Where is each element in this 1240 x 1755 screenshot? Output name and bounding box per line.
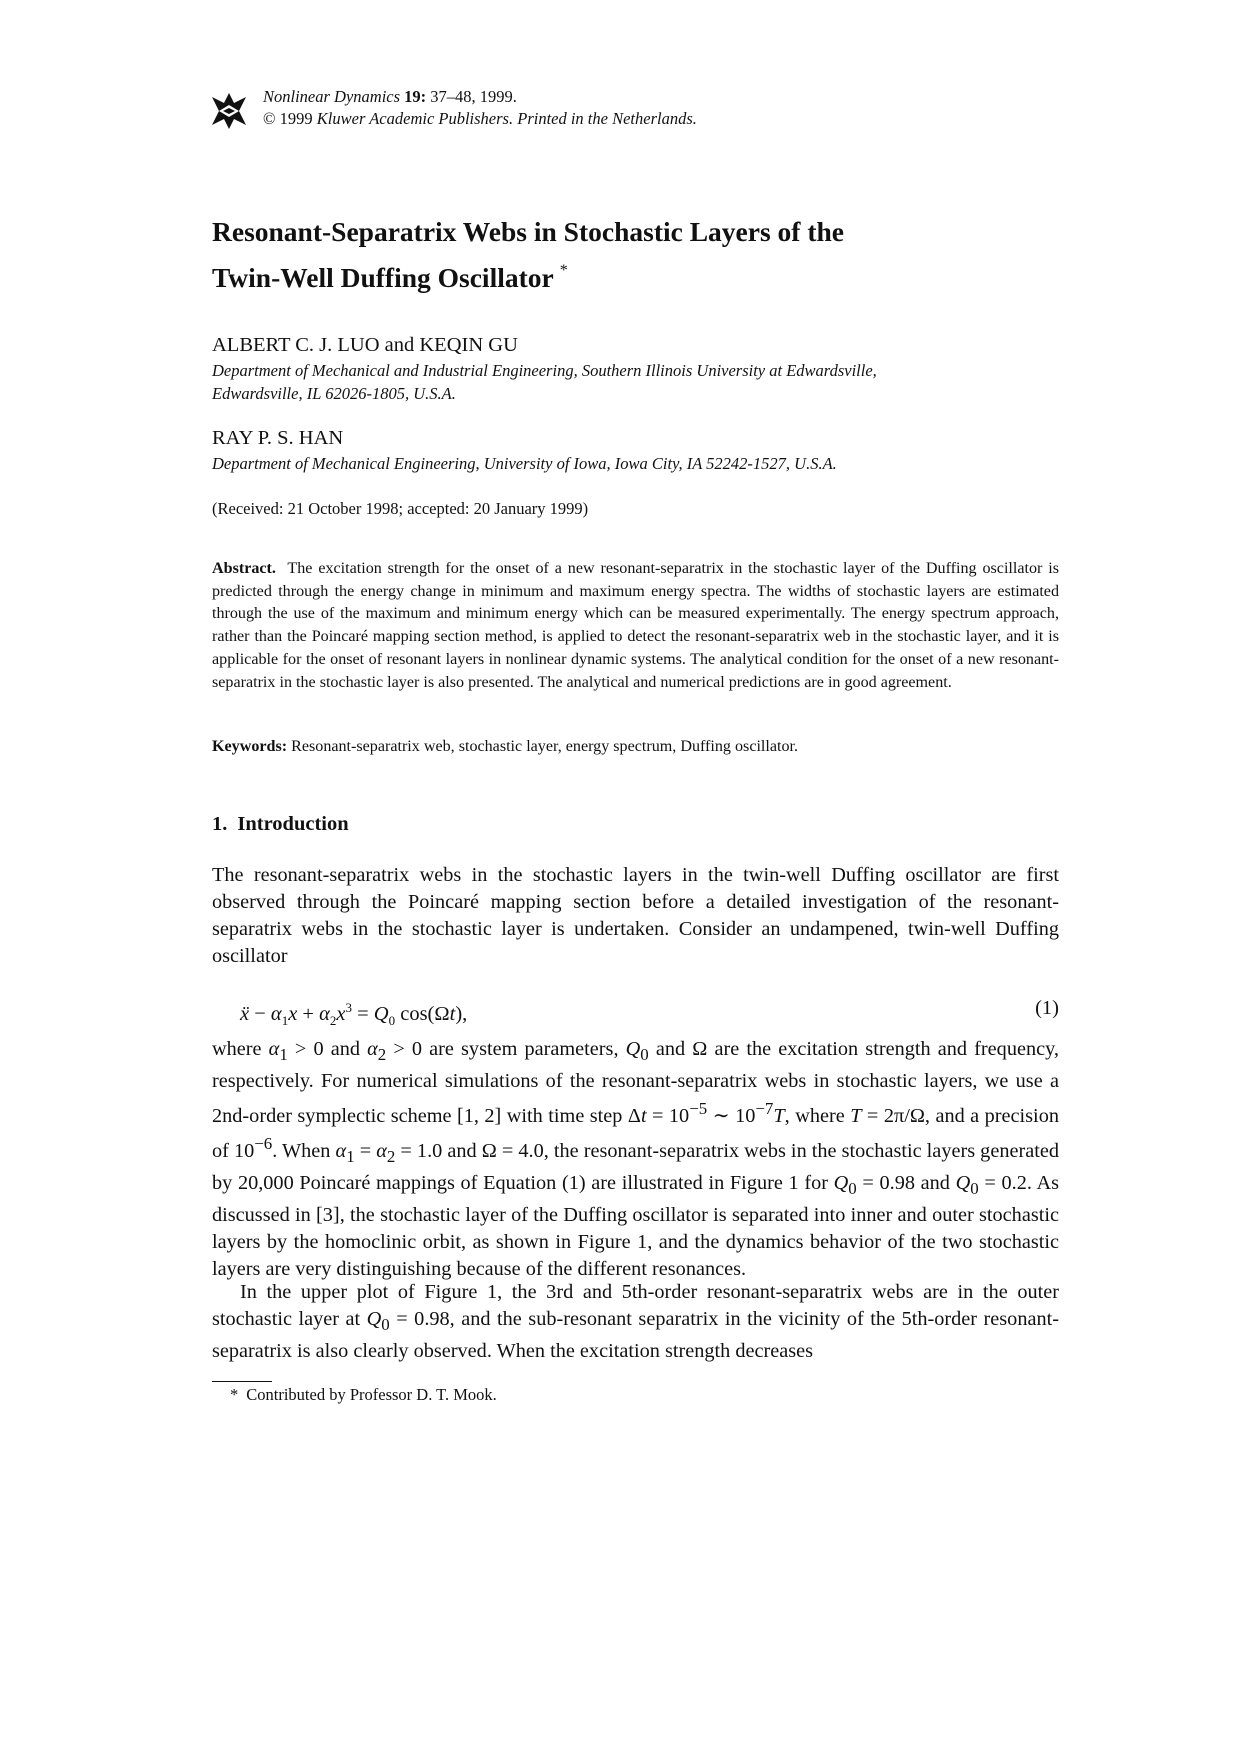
subscript: 2 bbox=[386, 1146, 396, 1166]
keywords-text: Resonant-separatrix web, stochastic layer, energy spectrum, Duffing oscillator. bbox=[291, 738, 799, 755]
symbol-q: Q bbox=[955, 1171, 971, 1194]
intro-paragraph-2 bbox=[212, 1036, 1059, 1283]
publisher-logo-icon bbox=[212, 91, 246, 131]
citation-line-2 bbox=[263, 108, 697, 130]
subscript: 1 bbox=[279, 1045, 288, 1065]
footnote bbox=[230, 1384, 497, 1406]
p2-text: > 0 and bbox=[287, 1038, 368, 1060]
equation-1-body: ẍ − $\alpha_1x + \alpha_2x^3 = Q_0$ cos(Ωt), bbox=[240, 1000, 468, 1028]
symbol-alpha: α bbox=[335, 1139, 347, 1162]
abstract bbox=[212, 558, 1059, 694]
p2-text: = 0.2. As discussed in [3], the stochastic layer of the Duffing oscillator is separated into inner and outer stochastic layers by the homoclinic orbit, as shown in Figure 1, and the dynamics behavior of the two stochastic layers are very distinguishing because of the different resonances. bbox=[212, 1171, 1060, 1280]
abstract-text: The excitation strength for the onset of a new resonant-separatrix in the stochastic layer of the Duffing oscillator is predicted through the energy change in minimum and maximum energy spectra. The widths of stochastic layers are estimated through the use of the maximum and minimum energy which can be measured experimentally. The energy spectrum approach, rather than the Poincaré mapping section method, is applied to detect the resonant-separatrix web in the stochastic layer, and it is applicable for the onset of resonant layers in nonlinear dynamic systems. The analytical condition for the onset of a new resonant-separatrix in the stochastic layer is also presented. The analytical and numerical predictions are in good agreement. bbox=[212, 560, 1059, 691]
p3-text: = 0.98, and the sub-resonant separatrix in the vicinity of the 5th-order resonant-separatrix is also clearly observed. When the excitation strength decreases bbox=[212, 1308, 1059, 1363]
subscript: 1 bbox=[346, 1146, 355, 1166]
subscript: 2 bbox=[377, 1045, 387, 1065]
symbol-q: Q bbox=[833, 1171, 849, 1194]
subscript: 0 bbox=[640, 1045, 649, 1065]
equation-1 bbox=[240, 993, 1059, 1028]
p2-text: > 0 are system parameters, bbox=[386, 1038, 626, 1060]
symbol-T: T bbox=[850, 1104, 862, 1127]
p2-text: where bbox=[212, 1038, 269, 1060]
intro-paragraph-1: The resonant-separatrix webs in the stochastic layers in the twin-well Duffing oscillator are first observed through the Poincaré mapping section before a detailed investigation of the resonant-separatrix webs in the stochastic layer is undertaken. Consider an undampened, twin-well Duffing oscillator bbox=[212, 864, 1059, 967]
p2-text: , where bbox=[784, 1104, 851, 1127]
title-line-2 bbox=[212, 251, 1072, 297]
footnote-text: Contributed by Professor D. T. Mook. bbox=[246, 1385, 497, 1404]
author-names-2: RAY P. S. HAN bbox=[212, 427, 344, 449]
symbol-q: Q bbox=[625, 1038, 641, 1060]
keywords-label: Keywords: bbox=[212, 738, 288, 755]
received-dates: (Received: 21 October 1998; accepted: 20 January 1999) bbox=[212, 499, 589, 518]
symbol-alpha: α bbox=[367, 1038, 378, 1060]
affiliation-1-line-1: Department of Mechanical and Industrial Engineering, Southern Illinois University at Edwardsville, bbox=[212, 361, 877, 380]
superscript: −5 bbox=[689, 1099, 708, 1119]
p2-text: and Ω are the excitation strength and frequency, respectively. For numerical simulations of the resonant-separatrix webs in stochastic layers, we use a 2nd-order symplectic scheme [1, 2] with time step Δ bbox=[212, 1038, 1059, 1127]
affiliation-2-line-1: Department of Mechanical Engineering, University of Iowa, Iowa City, IA 52242-1527, U.S.A. bbox=[212, 454, 837, 473]
symbol-alpha: α bbox=[376, 1139, 387, 1162]
footnote-mark: * bbox=[230, 1385, 239, 1404]
printed-location: Printed in the Netherlands. bbox=[517, 109, 697, 128]
title-line-1: Resonant-Separatrix Webs in Stochastic Layers of the bbox=[212, 216, 844, 247]
publisher-name: Kluwer Academic Publishers. bbox=[316, 109, 514, 128]
affiliation-1-line-2: Edwardsville, IL 62026-1805, U.S.A. bbox=[212, 384, 456, 403]
symbol-t: t bbox=[640, 1104, 647, 1127]
p2-text: = 10 bbox=[646, 1104, 690, 1127]
journal-pages-year: 37–48, 1999. bbox=[430, 87, 517, 106]
p2-text: = 2π/Ω, and a precision of 10 bbox=[212, 1104, 1059, 1162]
section-heading-introduction bbox=[212, 811, 349, 837]
citation-line-1 bbox=[263, 86, 697, 108]
subscript: 0 bbox=[970, 1178, 979, 1198]
symbol-alpha: α bbox=[268, 1038, 280, 1060]
author-names-1: ALBERT C. J. LUO and KEQIN GU bbox=[212, 334, 518, 356]
subscript: 0 bbox=[381, 1315, 390, 1335]
subscript: 0 bbox=[848, 1178, 857, 1198]
p3-text: In the upper plot of Figure 1, the 3rd and 5th-order resonant-separatrix webs are in the outer stochastic layer at bbox=[212, 1281, 1059, 1330]
superscript: −6 bbox=[254, 1133, 273, 1153]
p2-text: ∼ 10 bbox=[707, 1104, 756, 1127]
p2-text: . When bbox=[272, 1139, 336, 1162]
section-number: 1. bbox=[212, 813, 228, 835]
paper-title bbox=[212, 212, 1072, 297]
author-affiliation-1 bbox=[212, 359, 1112, 405]
author-affiliation-2 bbox=[212, 452, 1112, 475]
p2-text: = 1.0 and Ω = 4.0, the resonant-separatrix webs in the stochastic layers generated by 20,000 Poincaré mappings of Equation (1) are illustrated in Figure 1 for bbox=[212, 1139, 1059, 1194]
journal-volume: 19: bbox=[404, 87, 427, 106]
journal-citation bbox=[263, 86, 697, 130]
p2-text: = 0.98 and bbox=[856, 1171, 956, 1194]
journal-name: Nonlinear Dynamics bbox=[263, 87, 401, 106]
footnote-rule bbox=[212, 1381, 272, 1382]
copyright-year: © 1999 bbox=[263, 109, 313, 128]
section-title: Introduction bbox=[237, 813, 349, 835]
journal-header bbox=[212, 86, 912, 138]
symbol-q: Q bbox=[366, 1308, 382, 1330]
symbol-T: T bbox=[773, 1104, 785, 1127]
intro-paragraph-3 bbox=[212, 1279, 1059, 1365]
title-footnote-mark: * bbox=[559, 262, 568, 279]
equation-1-number: (1) bbox=[1035, 997, 1059, 1019]
p2-text: = bbox=[354, 1139, 377, 1162]
superscript: −7 bbox=[755, 1099, 774, 1119]
keywords bbox=[212, 736, 1059, 759]
abstract-label: Abstract. bbox=[212, 560, 276, 577]
title-line-2-text: Twin-Well Duffing Oscillator bbox=[212, 262, 554, 293]
